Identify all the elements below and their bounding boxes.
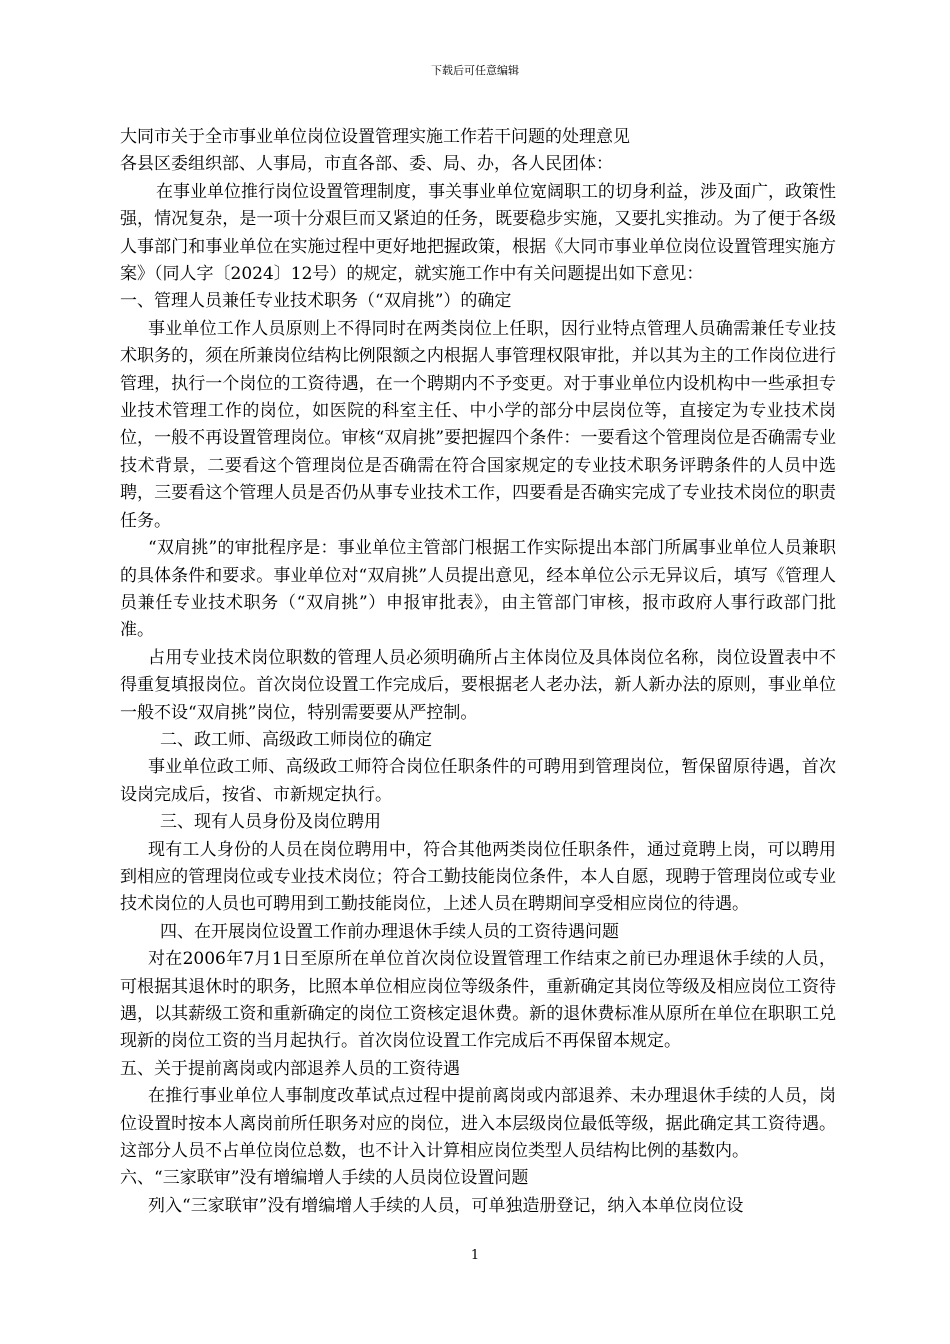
section-6-paragraph: 列入“三家联审”没有增编增人手续的人员，可单独造册登记，纳入本单位岗位设 [148,1195,744,1216]
section-heading-4: 四、在开展岗位设置工作前办理退休手续人员的工资待遇问题 [160,921,619,942]
section-2-paragraph: 事业单位政工师、高级政工师符合岗位任职条件的可聘用到管理岗位，暂保留原待遇，首次设岗完成后，按省、市新规定执行。 [120,757,836,805]
document-title: 大同市关于全市事业单位岗位设置管理实施工作若干问题的处理意见 [120,127,630,147]
intro-paragraph: 在事业单位推行岗位设置管理制度，事关事业单位宽阔职工的切身利益，涉及面广，政策性强，情况复杂，是一项十分艰巨而又紧迫的任务，既要稳步实施，又要扎实推动。为了便于各级人事部门和事业单位在实施过程中更好地把握政策，根据《大同市事业单位岗位设置管理实施方案》（同人字〔2024〕12号）的规定，就实施工作中有关问题提出如下意见： [120,181,836,285]
section-1-paragraph-1: 事业单位工作人员原则上不得同时在两类岗位上任职，因行业特点管理人员确需兼任专业技术职务的，须在所兼岗位结构比例限额之内根据人事管理权限审批，并以其为主的工作岗位进行管理，执行一个岗位的工资待遇，在一个聘期内不予变更。对于事业单位内设机构中一些承担专业技术管理工作的岗位，如医院的科室主任、中小学的部分中层岗位等，直接定为专业技术岗位，一般不再设置管理岗位。审核“双肩挑”要把握四个条件：一要看这个管理岗位是否确需专业技术背景，二要看这个管理岗位是否确需在符合国家规定的专业技术职务评聘条件的人员中选聘，三要看这个管理人员是否仍从事专业技术工作，四要看是否确实完成了专业技术岗位的职责任务。 [120,318,836,531]
section-heading-1: 一、管理人员兼任专业技术职务（“双肩挑”）的确定 [120,291,512,312]
section-heading-5: 五、关于提前离岗或内部退养人员的工资待遇 [120,1058,460,1079]
page-header: 下载后可任意编辑 [431,64,519,77]
section-5-paragraph: 在推行事业单位人事制度改革试点过程中提前离岗或内部退养、未办理退休手续的人员，岗位设置时按本人离岗前所任职务对应的岗位，进入本层级岗位最低等级，据此确定其工资待遇。这部分人员不占单位岗位总数，也不计入计算相应岗位类型人员结构比例的基数内。 [120,1086,836,1162]
section-heading-3: 三、现有人员身份及岗位聘用 [160,812,381,833]
section-1-paragraph-2: “双肩挑”的审批程序是：事业单位主管部门根据工作实际提出本部门所属事业单位人员兼职的具体条件和要求。事业单位对“双肩挑”人员提出意见，经本单位公示无异议后，填写《管理人员兼任专业技术职务（“双肩挑”）申报审批表》，由主管部门审核，报市政府人事行政部门批准。 [120,538,836,641]
section-1-paragraph-3: 占用专业技术岗位职数的管理人员必须明确所占主体岗位及具体岗位名称，岗位设置表中不得重复填报岗位。首次岗位设置工作完成后，要根据老人老办法，新人新办法的原则，事业单位一般不设“双肩挑”岗位，特别需要要从严控制。 [120,647,836,723]
salutation: 各县区委组织部、人事局，市直各部、委、局、办，各人民团体： [120,154,613,175]
document-body [120,124,836,1220]
section-heading-2: 二、政工师、高级政工师岗位的确定 [160,729,432,750]
section-3-paragraph: 现有工人身份的人员在岗位聘用中，符合其他两类岗位任职条件，通过竟聘上岗，可以聘用到相应的管理岗位或专业技术岗位；符合工勤技能岗位条件，本人自愿，现聘于管理岗位或专业技术岗位的人员也可聘用到工勤技能岗位，上述人员在聘期间享受相应岗位的待遇。 [120,839,836,915]
page-number: 1 [470,1248,480,1263]
section-heading-6: 六、“三家联审”没有增编增人手续的人员岗位设置问题 [120,1168,529,1189]
section-4-paragraph: 对在2006年7月1日至原所在单位首次岗位设置管理工作结束之前已办理退休手续的人员，可根据其退休时的职务，比照本单位相应岗位等级条件，重新确定其岗位等级及相应岗位工资待遇，以其薪级工资和重新确定的岗位工资核定退休费。新的退休费标准从原所在单位在职职工兑现新的岗位工资的当月起执行。首次岗位设置工作完成后不再保留本规定。 [120,949,836,1052]
